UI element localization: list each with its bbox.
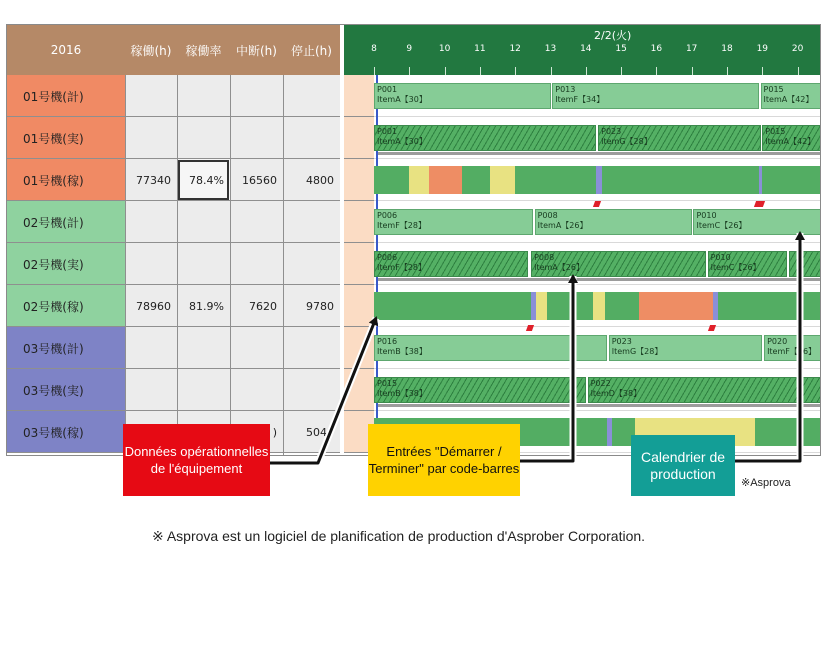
arrow-barcode	[520, 276, 573, 461]
item-code: ItemG【28】	[611, 347, 663, 356]
row-label[interactable]: 02号機(稼)	[7, 285, 125, 327]
order-code: P010	[696, 211, 717, 220]
table-cell[interactable]: 7620	[230, 285, 283, 327]
item-code: ItemA【26】	[537, 221, 588, 230]
item-code: ItemC【26】	[696, 221, 747, 230]
order-code: P001	[377, 127, 398, 136]
item-code: ItemF【28】	[377, 221, 426, 230]
hour-label: 12	[509, 44, 521, 54]
order-code: P023	[601, 127, 622, 136]
item-code: ItemF【36】	[767, 347, 817, 356]
order-code: P001	[377, 85, 398, 94]
gantt-date: 2/2(火)	[594, 29, 632, 42]
hour-label: 19	[756, 44, 769, 54]
hour-label: 16	[650, 44, 663, 54]
order-code: P015	[765, 127, 786, 136]
col-operating-hours[interactable]: 稼働(h)	[130, 43, 172, 58]
order-code: P016	[377, 337, 398, 346]
item-code: ItemF【28】	[377, 263, 426, 272]
table-cell[interactable]: 77340	[125, 159, 177, 201]
hour-label: 15	[615, 44, 627, 54]
item-code: ItemF【34】	[555, 95, 605, 104]
order-code: P022	[590, 379, 611, 388]
item-code: ItemA【42】	[765, 137, 816, 146]
hour-label: 10	[438, 44, 451, 54]
table-cell[interactable]: 78.4%	[177, 159, 230, 201]
row-label[interactable]: 01号機(実)	[7, 117, 125, 159]
year-header: 2016	[50, 43, 82, 57]
order-code: P013	[555, 85, 576, 94]
col-interruption-hours[interactable]: 中断(h)	[236, 43, 277, 58]
row-label[interactable]: 02号機(実)	[7, 243, 125, 285]
hour-label: 9	[406, 44, 413, 54]
row-label[interactable]: 03号機(計)	[7, 327, 125, 369]
row-label[interactable]: 03号機(稼)	[7, 411, 125, 453]
item-code: ItemC【26】	[710, 263, 761, 272]
item-code: ItemA【30】	[377, 137, 427, 146]
arrow-calendar	[735, 233, 800, 461]
table-cell[interactable]: 9780	[283, 285, 340, 327]
row-label[interactable]: 01号機(稼)	[7, 159, 125, 201]
order-code: P008	[534, 253, 555, 262]
table-cell[interactable]: 81.9%	[177, 285, 230, 327]
item-code: ItemB【38】	[377, 389, 427, 398]
col-operating-rate[interactable]: 稼働率	[185, 43, 222, 58]
order-code: P020	[767, 337, 788, 346]
item-code: ItemA【42】	[763, 95, 814, 104]
hour-label: 11	[474, 44, 486, 54]
order-code: P006	[377, 211, 398, 220]
row-label[interactable]: 02号機(計)	[7, 201, 125, 243]
order-code: P015	[377, 379, 398, 388]
order-code: P015	[763, 85, 784, 94]
callout-production-calendar: Calendrier de production	[631, 435, 735, 496]
order-code: P010	[710, 253, 731, 262]
callout-barcode-entries: Entrées "Démarrer / Terminer" par code-barres	[368, 424, 520, 496]
row-label[interactable]: 01号機(計)	[7, 75, 125, 117]
item-code: ItemD【38】	[590, 389, 642, 398]
col-stop-hours[interactable]: 停止(h)	[291, 43, 332, 58]
hour-label: 8	[371, 44, 377, 54]
order-code: P006	[377, 253, 398, 262]
callout-equipment-data: Données opérationnelles de l'équipement	[123, 424, 270, 496]
hour-label: 20	[791, 44, 804, 54]
hour-label: 17	[685, 44, 698, 54]
table-cell[interactable]: )	[230, 411, 283, 453]
item-code: ItemA【30】	[377, 95, 427, 104]
footnote: ※ Asprova est un logiciel de planification de production d'Asprober Corporation.	[152, 528, 646, 544]
order-code: P008	[537, 211, 558, 220]
hour-label: 14	[580, 44, 592, 54]
table-cell[interactable]: 4800	[283, 159, 340, 201]
table-cell[interactable]: 5040	[283, 411, 340, 453]
hour-label: 18	[721, 44, 733, 54]
table-cell[interactable]: 78960	[125, 285, 177, 327]
item-code: ItemA【26】	[534, 263, 584, 272]
hour-label: 13	[544, 44, 557, 54]
table-cell[interactable]: 16560	[230, 159, 283, 201]
order-code: P023	[611, 337, 632, 346]
item-code: ItemG【28】	[601, 137, 652, 146]
callout-footnote-short: ※Asprova	[741, 477, 791, 489]
row-label[interactable]: 03号機(実)	[7, 369, 125, 411]
item-code: ItemB【38】	[377, 347, 427, 356]
